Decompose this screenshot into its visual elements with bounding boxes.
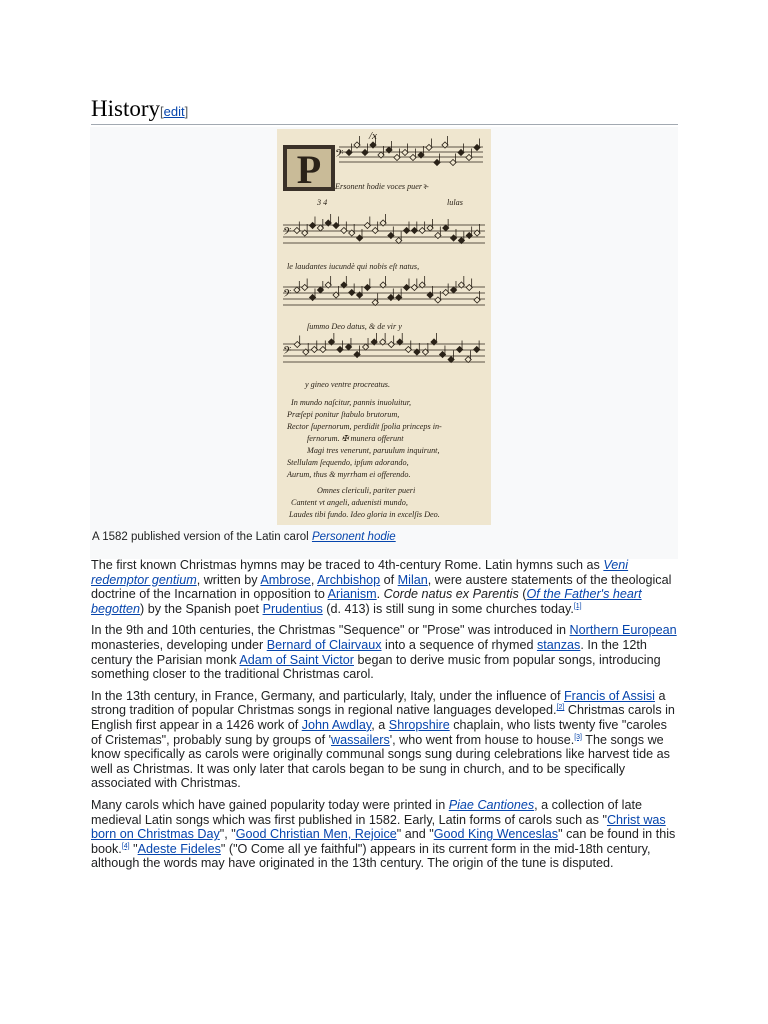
clef-icon: 𝄢 xyxy=(335,148,344,163)
clef-icon: 𝄢 xyxy=(283,345,292,360)
svg-text:y gineo ventre procreatu: y gineo ventre procreatus. xyxy=(305,380,391,389)
link-milan[interactable]: Milan xyxy=(397,572,428,587)
clef-icon: 𝄢 xyxy=(283,226,292,241)
figure-caption: A 1582 published version of the Latin carol Personent hodie xyxy=(92,531,396,543)
article-body xyxy=(91,558,677,878)
link-veni-redemptor-gentium[interactable]: Veni redemptor gentium xyxy=(91,558,629,587)
reference-link[interactable]: [2] xyxy=(556,704,565,712)
svg-text:Ersonent hodie voces puerꝛ-: Ersonent hodie voces puerꝛ- xyxy=(335,182,429,191)
link-adam-of-saint-victor[interactable]: Adam of Saint Victor xyxy=(239,652,354,667)
svg-text:lulas: lulas xyxy=(447,198,463,207)
caption-link-personent-hodie[interactable]: Personent hodie xyxy=(311,531,396,543)
link-of-the-fathers-heart-begotten[interactable]: Of the Father's heart begotten xyxy=(91,587,642,616)
link-adeste-fideles[interactable]: Adeste Fideles xyxy=(137,841,221,856)
svg-text:Præſepi ponitur ſtabulo brutor: Præſepi ponitur ſtabulo brutorum, xyxy=(287,410,400,419)
clef-icon: 𝄢 xyxy=(283,288,292,303)
latin-carol-score-image[interactable] xyxy=(277,129,491,525)
reference-link[interactable]: [3] xyxy=(574,733,582,741)
svg-text:Rector ſupernorum, perdidit ſp: Rector ſupernorum, perdidit ſpolia princeps in- xyxy=(287,422,442,431)
link-archbishop[interactable]: Archbishop xyxy=(317,572,381,587)
svg-text:Aurum, thus & myrrham ei offer: Aurum, thus & myrrham ei offerendo. xyxy=(287,470,411,479)
link-wassailers[interactable]: wassailers xyxy=(330,732,390,747)
svg-text:Cantent vt angeli, aduenisti m: Cantent vt angeli, aduenisti mundo, xyxy=(291,498,408,507)
link-christ-was-born-on-christmas-day[interactable]: Christ was born on Christmas Day xyxy=(91,812,666,842)
svg-text:fernorum. ✠ munera offerunt: fernorum. ✠ munera offerunt xyxy=(307,434,404,443)
link-ambrose[interactable]: Ambrose xyxy=(260,572,311,587)
section-heading xyxy=(91,96,678,125)
section-title: History xyxy=(91,96,160,121)
paragraph-1: The first known Christmas hymns may be traced to 4th-century Rome. Latin hymns such as Veni redemptor gentium, written by Ambrose, Archbishop of Milan, were austere statements of the theological doctrine of the Incarnation in opposition to Arianism. Corde natus ex Parentis (Of the Father's heart begotten) by the Spanish poet Prudentius (d. 413) is still sung in some churches today.[1] xyxy=(91,558,672,616)
score-scan-drawing xyxy=(277,129,491,525)
link-arianism[interactable]: Arianism xyxy=(327,587,377,602)
link-francis-of-assisi[interactable]: Francis of Assisi xyxy=(563,688,655,703)
svg-text:ſummo Deo datus, & de vir y: ſummo Deo datus, & de vir y xyxy=(307,322,402,331)
svg-text:Magi tres venerunt, paruulum i: Magi tres venerunt, paruulum inquirunt, xyxy=(307,446,440,455)
link-northern-european[interactable]: Northern European xyxy=(569,623,677,638)
paragraph-4: Many carols which have gained popularity today were printed in Piae Cantiones, a collection of late medieval Latin songs which was first published in 1582. Early, Latin forms of carols such as "Christ was born on Christmas Day", "Good Christian Men, Rejoice" and "Good King Wenceslas" can be found in this book.[4] "Adeste Fideles" ("O Come all ye faithful") appears in its current form in the mid-18th century, although the words may have originated in the 13th century. The origin of the tune is disputed. xyxy=(91,797,676,871)
edit-section-control: [edit] xyxy=(160,104,189,119)
link-piae-cantiones[interactable]: Piae Cantiones xyxy=(448,797,535,812)
illuminated-initial xyxy=(283,145,335,192)
svg-text:3 4: 3 4 xyxy=(317,198,328,207)
reference-link[interactable]: [1] xyxy=(573,602,582,610)
svg-text:P: P xyxy=(296,147,322,192)
link-good-christian-men-rejoice[interactable]: Good Christian Men, Rejoice xyxy=(235,827,397,842)
link-john-awdlay[interactable]: John Awdlay xyxy=(301,717,372,732)
svg-text:le laudantes iucundè qui nobi: le laudantes iucundè qui nobis eſt natus, xyxy=(287,262,420,271)
svg-text:Laudes tibi fundo. Ideo gloria: Laudes tibi fundo. Ideo gloria in excelſis Deo. xyxy=(289,510,440,519)
link-bernard-of-clairvaux[interactable]: Bernard of Clairvaux xyxy=(266,637,382,652)
svg-text:In mundo naſcitur, pannis inuo: In mundo naſcitur, pannis inuoluitur, xyxy=(291,398,412,407)
link-shropshire[interactable]: Shropshire xyxy=(388,717,450,732)
reference-link[interactable]: [4] xyxy=(121,842,130,850)
svg-text:Omnes clericuli, pariter pueri: Omnes clericuli, pariter pueri xyxy=(317,486,416,495)
paragraph-3: In the 13th century, in France, Germany, and particularly, Italy, under the influence of Francis of Assisi a strong tradition of popular Christmas songs in regional native languages developed.[2] Christmas carols in English first appear in a 1426 work of John Awdlay, a Shropshire chaplain, who lists twenty five "caroles of Cristemas", probably sung by groups of 'wassailers', who went from house to house.[3] The songs we know specifically as carols were originally communal songs sung during celebrations like harvest tide as well as Christmas. It was only later that carols began to be sung in church, and to be specifically associated with Christmas. xyxy=(91,688,675,791)
svg-text:/x: /x xyxy=(369,130,377,142)
svg-text:Stellulam ſequendo, ipſum ador: Stellulam ſequendo, ipſum adorando, xyxy=(287,458,409,467)
link-good-king-wenceslas[interactable]: Good King Wenceslas xyxy=(433,827,559,842)
link-stanzas[interactable]: stanzas xyxy=(536,637,581,652)
link-prudentius[interactable]: Prudentius xyxy=(262,601,323,616)
figure-thumbnail xyxy=(90,127,678,559)
paragraph-2: In the 9th and 10th centuries, the Christmas "Sequence" or "Prose" was introduced in Northern European monasteries, developing under Bernard of Clairvaux into a sequence of rhymed stanzas. In the 12th century the Parisian monk Adam of Saint Victor began to derive music from popular songs, introducing something closer to the traditional Christmas carol. xyxy=(91,623,677,682)
edit-link[interactable]: edit xyxy=(163,104,185,119)
